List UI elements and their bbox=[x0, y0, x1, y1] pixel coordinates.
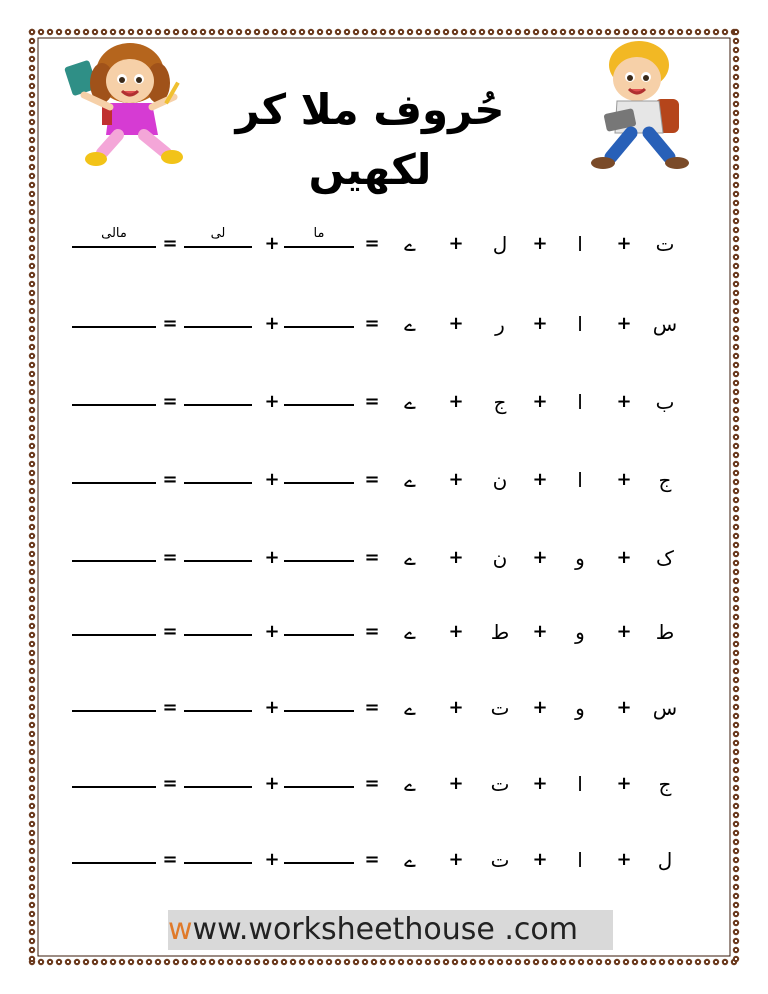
plus-sign: + bbox=[448, 469, 464, 490]
first-pair-blank[interactable] bbox=[284, 482, 354, 484]
website-footer[interactable] bbox=[168, 910, 613, 950]
plus-sign: + bbox=[264, 697, 280, 718]
word-answer-blank[interactable] bbox=[72, 560, 156, 562]
urdu-letter: ط bbox=[490, 620, 510, 644]
urdu-letter: ا bbox=[577, 848, 583, 872]
second-pair-blank[interactable] bbox=[184, 246, 252, 248]
equals-sign: = bbox=[364, 233, 380, 254]
exercise-row bbox=[0, 612, 768, 652]
plus-sign: + bbox=[264, 849, 280, 870]
exercise-row bbox=[0, 538, 768, 578]
urdu-letter: ل bbox=[492, 232, 508, 256]
urdu-letter: و bbox=[575, 620, 585, 644]
urdu-letter: ے bbox=[404, 312, 416, 336]
urdu-letter: ے bbox=[404, 390, 416, 414]
urdu-letter: ے bbox=[404, 696, 416, 720]
second-pair-blank[interactable] bbox=[184, 482, 252, 484]
girl-student-illustration bbox=[62, 35, 192, 175]
plus-sign: + bbox=[616, 313, 632, 334]
exercise-row bbox=[0, 764, 768, 804]
example-second-pair: لی bbox=[210, 226, 226, 241]
plus-sign: + bbox=[532, 391, 548, 412]
plus-sign: + bbox=[532, 233, 548, 254]
urdu-letter: و bbox=[575, 546, 585, 570]
plus-sign: + bbox=[264, 233, 280, 254]
word-answer-blank[interactable] bbox=[72, 786, 156, 788]
plus-sign: + bbox=[448, 547, 464, 568]
urdu-letter: ت bbox=[490, 772, 510, 796]
equals-sign: = bbox=[364, 313, 380, 334]
equals-sign: = bbox=[162, 621, 178, 642]
equals-sign: = bbox=[162, 469, 178, 490]
urdu-letter: ے bbox=[404, 468, 416, 492]
exercise-row bbox=[0, 224, 768, 264]
urdu-letter: ے bbox=[404, 232, 416, 256]
equals-sign: = bbox=[162, 313, 178, 334]
plus-sign: + bbox=[264, 773, 280, 794]
plus-sign: + bbox=[448, 391, 464, 412]
second-pair-blank[interactable] bbox=[184, 326, 252, 328]
plus-sign: + bbox=[264, 313, 280, 334]
exercise-row bbox=[0, 382, 768, 422]
word-answer-blank[interactable] bbox=[72, 634, 156, 636]
word-answer-blank[interactable] bbox=[72, 246, 156, 248]
urdu-letter: ے bbox=[404, 546, 416, 570]
equals-sign: = bbox=[162, 849, 178, 870]
equals-sign: = bbox=[364, 697, 380, 718]
word-answer-blank[interactable] bbox=[72, 710, 156, 712]
plus-sign: + bbox=[616, 773, 632, 794]
urdu-letter: ت bbox=[655, 232, 675, 256]
second-pair-blank[interactable] bbox=[184, 710, 252, 712]
word-answer-blank[interactable] bbox=[72, 482, 156, 484]
equals-sign: = bbox=[364, 849, 380, 870]
plus-sign: + bbox=[264, 621, 280, 642]
plus-sign: + bbox=[616, 391, 632, 412]
equals-sign: = bbox=[162, 547, 178, 568]
urdu-letter: ل bbox=[657, 848, 673, 872]
equals-sign: = bbox=[364, 547, 380, 568]
equals-sign: = bbox=[364, 773, 380, 794]
footer-first-letter: w bbox=[168, 912, 193, 947]
first-pair-blank[interactable] bbox=[284, 862, 354, 864]
exercise-row bbox=[0, 304, 768, 344]
plus-sign: + bbox=[532, 313, 548, 334]
word-answer-blank[interactable] bbox=[72, 862, 156, 864]
first-pair-blank[interactable] bbox=[284, 560, 354, 562]
plus-sign: + bbox=[616, 469, 632, 490]
exercise-row bbox=[0, 460, 768, 500]
second-pair-blank[interactable] bbox=[184, 862, 252, 864]
second-pair-blank[interactable] bbox=[184, 560, 252, 562]
urdu-letter: ا bbox=[577, 468, 583, 492]
second-pair-blank[interactable] bbox=[184, 634, 252, 636]
equals-sign: = bbox=[364, 621, 380, 642]
urdu-letter: ج bbox=[493, 390, 507, 414]
urdu-letter: ت bbox=[490, 696, 510, 720]
first-pair-blank[interactable] bbox=[284, 710, 354, 712]
urdu-letter: ط bbox=[655, 620, 675, 644]
urdu-letter: ت bbox=[490, 848, 510, 872]
urdu-letter: ک bbox=[656, 546, 674, 570]
equals-sign: = bbox=[162, 391, 178, 412]
plus-sign: + bbox=[532, 469, 548, 490]
plus-sign: + bbox=[448, 621, 464, 642]
word-answer-blank[interactable] bbox=[72, 326, 156, 328]
plus-sign: + bbox=[448, 233, 464, 254]
first-pair-blank[interactable] bbox=[284, 246, 354, 248]
plus-sign: + bbox=[532, 849, 548, 870]
plus-sign: + bbox=[616, 697, 632, 718]
plus-sign: + bbox=[448, 773, 464, 794]
plus-sign: + bbox=[448, 313, 464, 334]
worksheet-title: حُروف ملا کر لکھیں bbox=[235, 85, 505, 194]
plus-sign: + bbox=[616, 849, 632, 870]
urdu-letter: ر bbox=[495, 312, 505, 336]
exercise-row bbox=[0, 840, 768, 880]
urdu-letter: ج bbox=[658, 468, 672, 492]
plus-sign: + bbox=[616, 621, 632, 642]
urdu-letter: ا bbox=[577, 312, 583, 336]
plus-sign: + bbox=[532, 773, 548, 794]
urdu-letter: ج bbox=[658, 772, 672, 796]
equals-sign: = bbox=[162, 773, 178, 794]
urdu-letter: س bbox=[652, 312, 678, 336]
urdu-letter: ے bbox=[404, 772, 416, 796]
plus-sign: + bbox=[532, 547, 548, 568]
plus-sign: + bbox=[532, 697, 548, 718]
urdu-letter: ے bbox=[404, 848, 416, 872]
first-pair-blank[interactable] bbox=[284, 404, 354, 406]
plus-sign: + bbox=[264, 469, 280, 490]
footer-url-text: ww.worksheethouse .com bbox=[192, 912, 578, 947]
plus-sign: + bbox=[264, 547, 280, 568]
word-answer-blank[interactable] bbox=[72, 404, 156, 406]
plus-sign: + bbox=[448, 849, 464, 870]
first-pair-blank[interactable] bbox=[284, 786, 354, 788]
plus-sign: + bbox=[448, 697, 464, 718]
first-pair-blank[interactable] bbox=[284, 326, 354, 328]
plus-sign: + bbox=[264, 391, 280, 412]
urdu-letter: ا bbox=[577, 772, 583, 796]
urdu-letter: ا bbox=[577, 390, 583, 414]
urdu-letter: ے bbox=[404, 620, 416, 644]
urdu-letter: و bbox=[575, 696, 585, 720]
first-pair-blank[interactable] bbox=[284, 634, 354, 636]
urdu-letter: ن bbox=[492, 546, 508, 570]
equals-sign: = bbox=[162, 697, 178, 718]
example-first-pair: ما bbox=[313, 226, 325, 241]
urdu-letter: ا bbox=[577, 232, 583, 256]
urdu-letter: ن bbox=[492, 468, 508, 492]
example-word: مالی bbox=[101, 226, 127, 241]
equals-sign: = bbox=[162, 233, 178, 254]
urdu-letter: س bbox=[652, 696, 678, 720]
plus-sign: + bbox=[616, 547, 632, 568]
equals-sign: = bbox=[364, 469, 380, 490]
urdu-letter: ب bbox=[655, 390, 675, 414]
plus-sign: + bbox=[616, 233, 632, 254]
second-pair-blank[interactable] bbox=[184, 404, 252, 406]
equals-sign: = bbox=[364, 391, 380, 412]
second-pair-blank[interactable] bbox=[184, 786, 252, 788]
boy-student-illustration bbox=[575, 35, 705, 175]
plus-sign: + bbox=[532, 621, 548, 642]
exercise-row bbox=[0, 688, 768, 728]
